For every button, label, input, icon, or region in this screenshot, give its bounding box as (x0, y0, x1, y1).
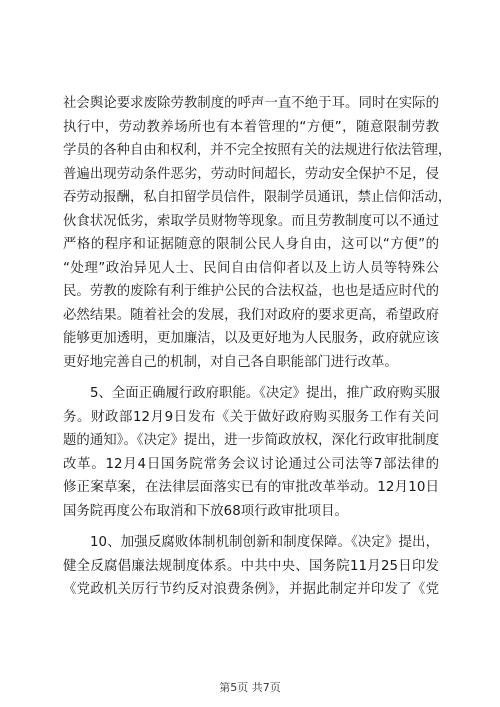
text-line: 更好地完善自己的机制，对自己各自职能部门进行改革。 (63, 354, 398, 370)
document-body (63, 92, 452, 602)
text-line: 民。劳教的废除有利于维护公民的合法权益，也也是适应时代的 (63, 284, 439, 299)
paragraph-labor-reeducation (63, 92, 452, 374)
text-line: 学员的各种自由和权利，并不完全按照有关的法规进行依法管理， (63, 143, 452, 158)
page-number-footer: 第5页 共7页 (219, 681, 281, 694)
text-line: 务。财政部12月9日发布《关于做好政府购买服务工作有关问 (63, 409, 439, 425)
text-line: 健全反腐倡廉法规制度体系。中共中央、国务院11月25日印发 (63, 558, 439, 574)
text-line: 修正案草案，在法律层面落实已有的审批改革举动。12月10日 (63, 480, 439, 495)
text-line: 吞劳动报酬，私自扣留学员信件，限制学员通讯，禁止信仰活动， (63, 190, 452, 205)
text-line: “处理”政治异见人士、民间自由信仰者以及上访人员等特殊公 (63, 260, 439, 276)
text-line: 严格的程序和证据随意的限制公民人身自由，这可以“方便”的 (63, 237, 439, 252)
text-line: 伙食状况低劣，索取学员财物等现象。而且劳教制度可以不通过 (63, 213, 439, 229)
text-line: 改革。12月4日国务院常务会议讨论通过公司法等7部法律的 (63, 456, 439, 472)
text-line: 普遍出现劳动条件恶劣，劳动时间超长，劳动安全保护不足，侵 (63, 166, 439, 182)
text-line: 《党政机关厉行节约反对浪费条例》，并据此制定并印发了《党 (63, 582, 439, 597)
text-line: 社会舆论要求废除劳教制度的呼声一直不绝于耳。同时在实际的 (63, 96, 439, 111)
paragraph-anti-corruption (63, 531, 439, 602)
text-line: 国务院再度公布取消和下放68项行政审批项目。 (63, 503, 348, 519)
text-line: 5、全面正确履行政府职能。《决定》提出，推广政府购买服 (90, 386, 440, 401)
text-line: 10、加强反腐败体制机制创新和制度保障。《决定》提出， (90, 535, 439, 550)
paragraph-spacer (63, 374, 439, 382)
text-line: 必然结果。随着社会的发展，我们对政府的要求更高，希望政府 (63, 307, 439, 323)
paragraph-government-functions (63, 382, 439, 523)
text-line: 题的通知》。《决定》提出，进一步简政放权，深化行政审批制度 (63, 433, 439, 448)
paragraph-spacer (63, 523, 439, 531)
text-line: 能够更加透明，更加廉洁，以及更好地为人民服务，政府就应该 (63, 331, 439, 346)
text-line: 执行中，劳动教养场所也有本着管理的“方便”，随意限制劳教 (63, 119, 439, 135)
